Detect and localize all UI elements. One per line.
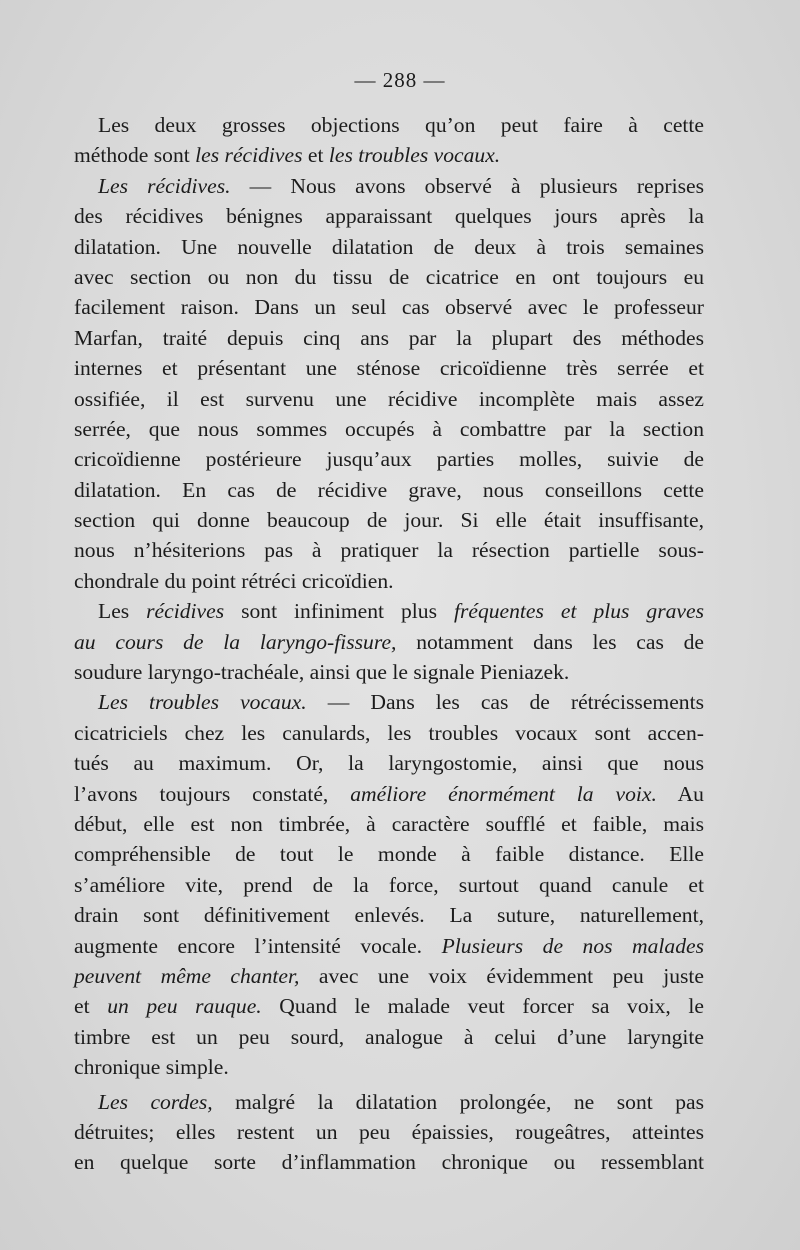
text-line — [74, 839, 704, 869]
text-segment: tués au maximum. Or, la laryngostomie, ainsi que nous — [74, 751, 704, 776]
text-segment: serrée, que nous sommes occupés à combattre par la section — [74, 416, 704, 441]
text-segment: en quelque sorte d’inflammation chronique ou ressemblant — [74, 1150, 704, 1175]
italic-segment: au cours de la laryngo-fissure, — [74, 629, 397, 654]
text-line — [74, 1087, 704, 1117]
text-line — [74, 140, 704, 170]
text-segment: chronique simple. — [74, 1055, 229, 1080]
text-line — [74, 505, 704, 535]
italic-segment: améliore énormément la voix. — [350, 781, 657, 806]
text-segment: — Dans les cas de rétrécissements — [306, 690, 704, 715]
text-line — [74, 475, 704, 505]
text-line — [74, 535, 704, 565]
italic-segment: récidives — [146, 599, 225, 624]
text-line — [74, 292, 704, 322]
text-segment: timbre est un peu sourd, analogue à celui d’une laryngite — [74, 1024, 704, 1049]
text-line — [74, 961, 704, 991]
text-line — [74, 596, 704, 626]
italic-segment: un peu rauque. — [107, 994, 262, 1019]
italic-segment: peuvent même chanter, — [74, 963, 300, 988]
text-line — [74, 687, 704, 717]
text-segment: dilatation. Une nouvelle dilatation de deux à trois semaines — [74, 234, 704, 259]
text-segment: — Nous avons observé à plusieurs reprises — [230, 173, 705, 198]
text-segment: Les deux grosses objections qu’on peut faire à cette — [98, 113, 704, 137]
text-segment: Au — [656, 781, 704, 806]
text-line — [74, 414, 704, 444]
italic-segment: les récidives — [195, 143, 303, 168]
text-line — [74, 1022, 704, 1052]
italic-segment: Les récidives. — [98, 173, 231, 198]
text-segment: sont infiniment plus — [224, 599, 454, 624]
text-segment: et — [302, 143, 329, 168]
page-number: — 288 — — [354, 68, 446, 92]
text-segment: ossifiée, il est survenu une récidive incomplète mais assez — [74, 386, 704, 411]
text-line — [74, 779, 704, 809]
text-segment: soudure laryngo-trachéale, ainsi que le signale Pieniazek. — [74, 660, 570, 685]
text-segment: début, elle est non timbrée, à caractère soufflé et faible, mais — [74, 811, 704, 836]
text-segment: section qui donne beaucoup de jour. Si elle était insuffisante, — [74, 508, 704, 533]
text-segment: compréhensible de tout le monde à faible distance. Elle — [74, 842, 704, 867]
text-line — [74, 262, 704, 292]
body-text — [74, 110, 704, 1178]
text-line — [74, 748, 704, 778]
text-line — [74, 1052, 704, 1082]
text-segment: méthode sont — [74, 143, 196, 168]
text-segment: dilatation. En cas de récidive grave, nous conseillons cette — [74, 477, 704, 502]
text-segment: cicatriciels chez les canulards, les troubles vocaux sont accen- — [74, 720, 704, 745]
text-segment: Marfan, traité depuis cinq ans par la plupart des méthodes — [74, 325, 704, 350]
text-segment: détruites; elles restent un peu épaissies, rougeâtres, atteintes — [74, 1119, 704, 1144]
text-line — [74, 627, 704, 657]
text-segment: malgré la dilatation prolongée, ne sont pas — [212, 1089, 705, 1114]
text-segment: drain sont définitivement enlevés. La suture, naturellement, — [74, 903, 704, 928]
text-segment: et — [74, 994, 108, 1019]
text-line — [74, 353, 704, 383]
text-segment: avec une voix évidemment peu juste — [299, 963, 704, 988]
italic-segment: Les troubles vocaux. — [98, 690, 307, 715]
text-line — [74, 809, 704, 839]
text-segment: avec section ou non du tissu de cicatrice en ont toujours eu — [74, 264, 704, 289]
text-line — [74, 171, 704, 201]
text-segment: Les — [98, 599, 147, 624]
text-segment: facilement raison. Dans un seul cas observé avec le professeur — [74, 295, 704, 320]
text-line — [74, 900, 704, 930]
text-line — [74, 444, 704, 474]
italic-segment: Plusieurs de nos malades — [441, 933, 705, 958]
text-segment: cricoïdienne postérieure jusqu’aux parties molles, suivie de — [74, 447, 704, 472]
text-line — [74, 870, 704, 900]
text-line — [74, 931, 704, 961]
text-segment: internes et présentant une sténose cricoïdienne très serrée et — [74, 356, 704, 381]
italic-segment: Les cordes, — [98, 1089, 213, 1114]
text-line — [74, 323, 704, 353]
text-line — [74, 991, 704, 1021]
text-segment: chondrale du point rétréci cricoïdien. — [74, 568, 394, 593]
text-line — [74, 1117, 704, 1147]
text-line — [74, 718, 704, 748]
text-segment: nous n’hésiterions pas à pratiquer la résection partielle sous- — [74, 538, 704, 563]
text-segment: Quand le malade veut forcer sa voix, le — [261, 994, 705, 1019]
text-line — [74, 232, 704, 262]
text-segment: s’améliore vite, prend de la force, surtout quand canule et — [74, 872, 704, 897]
italic-segment: les troubles vocaux. — [328, 143, 501, 168]
text-segment: l’avons toujours constaté, — [74, 781, 351, 806]
text-line — [74, 201, 704, 231]
text-line — [74, 384, 704, 414]
text-segment: augmente encore l’intensité vocale. — [74, 933, 442, 958]
italic-segment: fréquentes et plus graves — [453, 599, 704, 624]
text-line — [74, 566, 704, 596]
text-line — [74, 1147, 704, 1177]
text-line — [74, 657, 704, 687]
text-segment: notamment dans les cas de — [396, 629, 705, 654]
text-segment: des récidives bénignes apparaissant quelques jours après la — [74, 204, 704, 229]
text-line — [74, 110, 704, 140]
